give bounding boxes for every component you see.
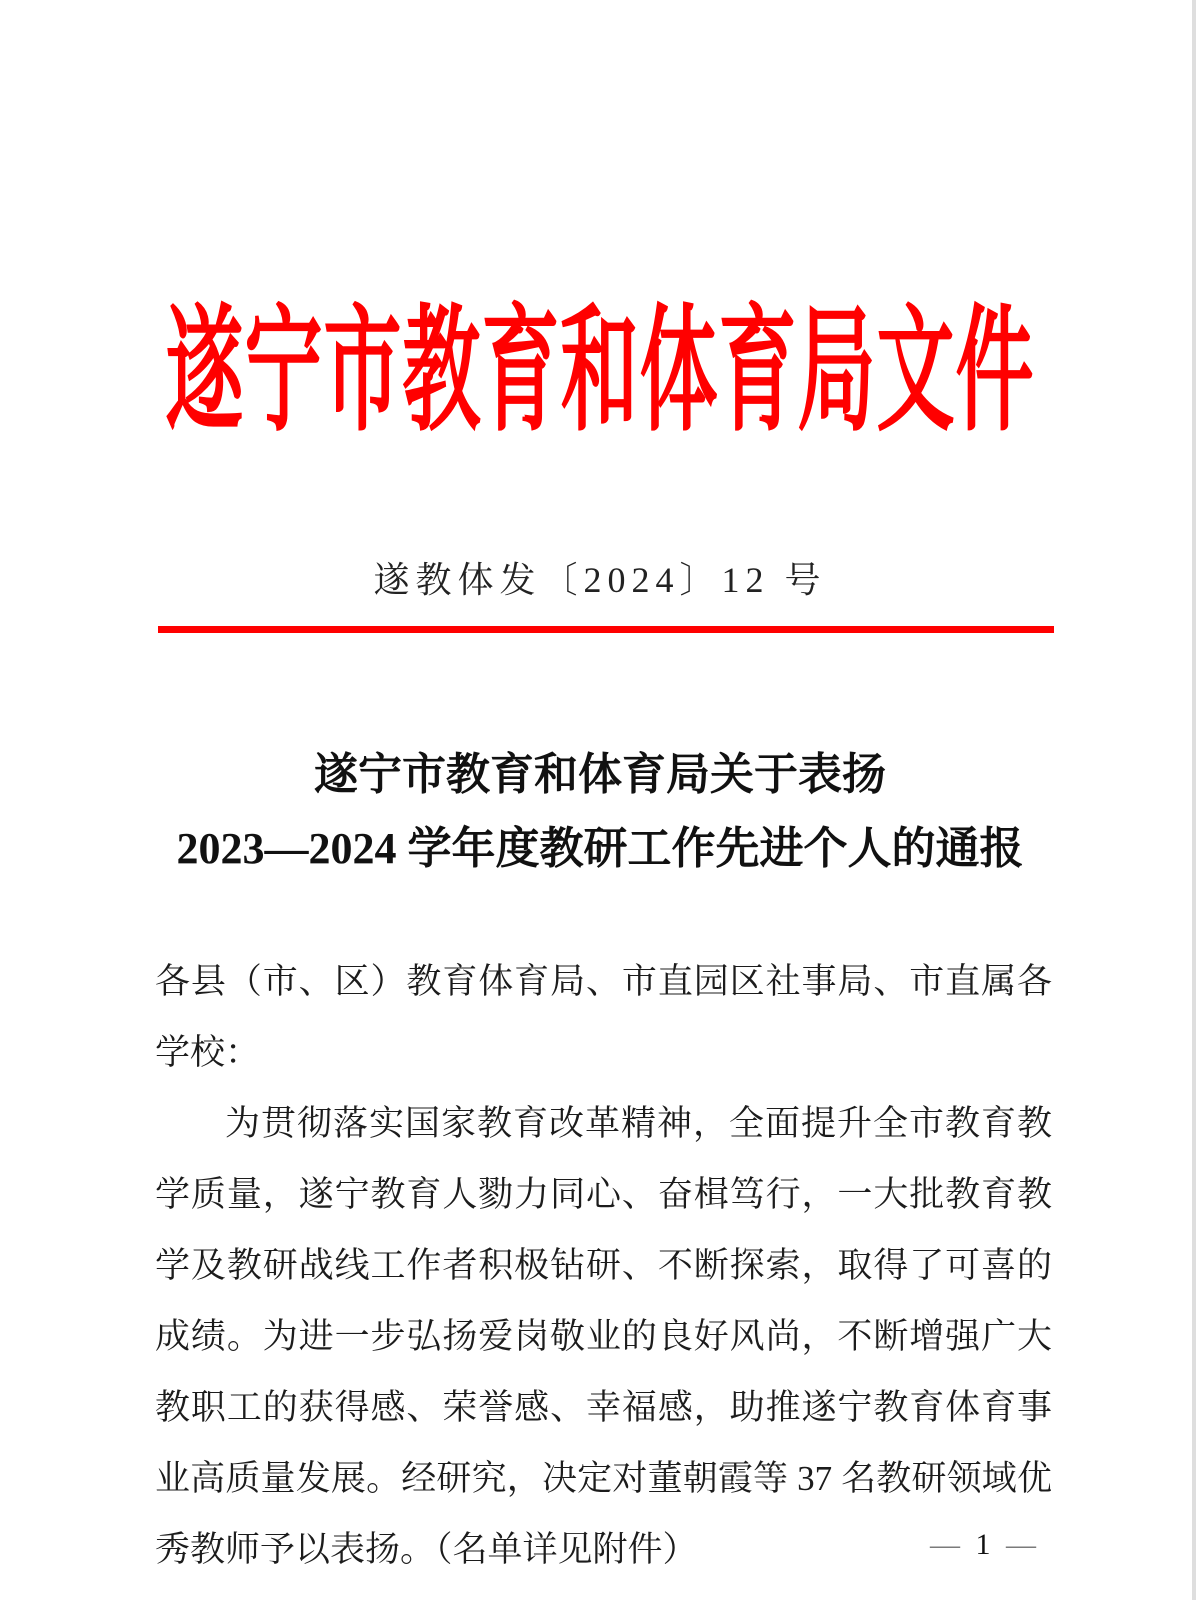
salutation-line: 各县（市、区）教育体育局、市直园区社事局、市直属各学校：: [155, 962, 1052, 1072]
document-body: [155, 946, 1052, 1585]
document-title: [0, 738, 1200, 886]
page-number: [930, 1528, 1040, 1562]
document-title-line2: 2023—2024 学年度教研工作先进个人的通报: [176, 824, 1024, 873]
document-title-line1: 遂宁市教育和体育局关于表扬: [314, 750, 886, 799]
red-divider-line: [158, 626, 1054, 633]
body-paragraph: 为贯彻落实国家教育改革精神，全面提升全市教育教学质量，遂宁教育人勠力同心、奋楫笃行，一大批教育教学及教研战线工作者积极钻研、不断探索，取得了可喜的成绩。为进一步弘扬爱岗敬业的良好风尚，不断增强广大教职工的获得感、荣誉感、幸福感，助推遂宁教育体育事业高质量发展。经研究，决定对董朝霞等 37 名教研领域优秀教师予以表扬。（名单详见附件）: [155, 1104, 1052, 1569]
page-number-value: 1: [975, 1528, 995, 1561]
letterhead-title: 遂宁市教育和体育局文件: [165, 295, 1035, 448]
scanned-page-edge: [1192, 0, 1196, 1600]
page-number-dash-left: —: [930, 1528, 964, 1561]
page-number-dash-right: —: [1006, 1528, 1040, 1561]
document-reference-number: 遂教体发〔2024〕12 号: [373, 560, 827, 600]
